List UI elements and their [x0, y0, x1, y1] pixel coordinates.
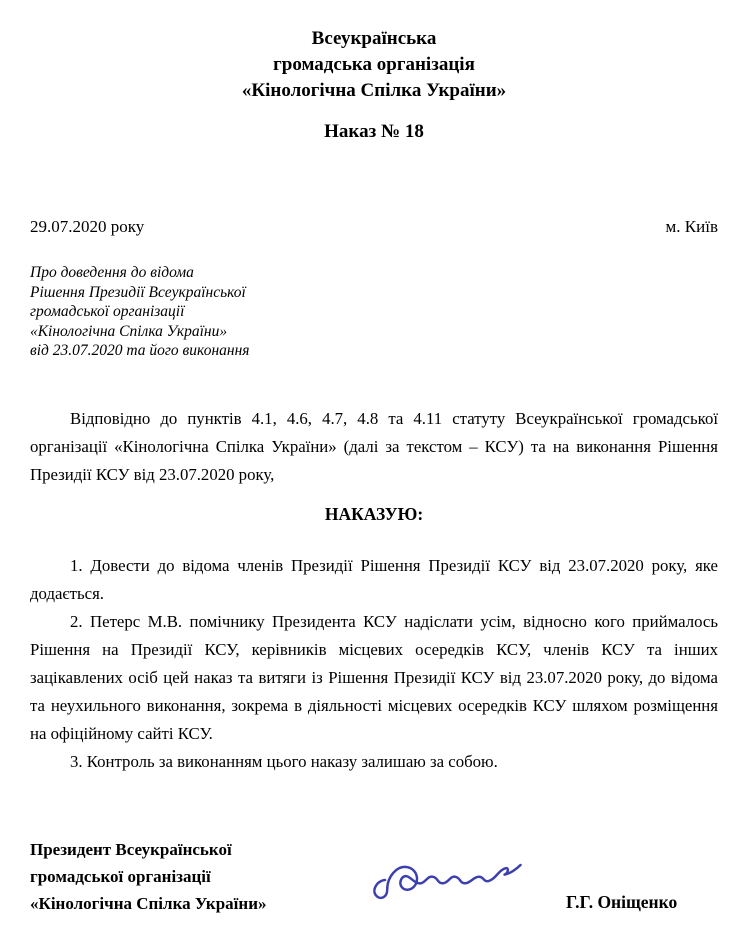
order-items [30, 552, 718, 776]
document-city: м. Київ [665, 217, 718, 236]
subject-block [30, 263, 718, 361]
subject-line: Рішення Президії Всеукраїнської [30, 283, 246, 301]
subject-line: від 23.07.2020 та його виконання [30, 342, 250, 359]
signatory-title-line: Президент Всеукраїнської [30, 839, 232, 859]
organization-header [30, 26, 718, 104]
subject-line: громадської організації [30, 303, 185, 320]
signature-block [30, 836, 718, 917]
order-item-3: 3. Контроль за виконанням цього наказу залишаю за собою. [70, 751, 498, 771]
order-word: НАКАЗУЮ: [324, 503, 424, 524]
org-name-line2: громадська організація [273, 54, 475, 75]
order-number-title: Наказ № 18 [324, 121, 424, 142]
org-name-line1: Всеукраїнська [311, 28, 437, 49]
subject-line: «Кінологічна Спілка України» [30, 322, 228, 340]
document-date: 29.07.2020 року [30, 217, 145, 236]
intro-paragraph: Відповідно до пунктів 4.1, 4.6, 4.7, 4.8 та 4.11 статуту Всеукраїнської громадської організації «Кінологічна Спілка України» (далі за текстом – КСУ) та на виконання Рішення Президії КСУ від 23.07.2020 року, [30, 408, 718, 484]
date-city-row [30, 217, 718, 237]
order-item-1: 1. Довести до відома членів Президії Рішення Президії КСУ від 23.07.2020 року, яке додається. [30, 555, 718, 603]
signatory-title-line: «Кінологічна Спілка України» [30, 893, 267, 913]
subject-line: Про доведення до відома [30, 264, 194, 281]
order-item-2: 2. Петерс М.В. помічнику Президента КСУ надіслати усім, відносно кого приймалось Рішення на Президії КСУ, керівників місцевих осередків КСУ, членів КСУ та інших зацікавлених осіб цей наказ та витяги із Рішення Президії КСУ від 23.07.2020 року, до відома та неухильного виконання, зокрема в діяльності місцевих осередків КСУ шляхом розміщення на офіційному сайті КСУ. [30, 611, 718, 743]
signatory-name: Г.Г. Оніщенко [566, 891, 678, 912]
org-name-line3: «Кінологічна Спілка України» [241, 80, 507, 101]
signatory-title [30, 836, 340, 917]
signatory-title-line: громадської організації [30, 866, 211, 886]
handwritten-signature-image [368, 851, 528, 915]
